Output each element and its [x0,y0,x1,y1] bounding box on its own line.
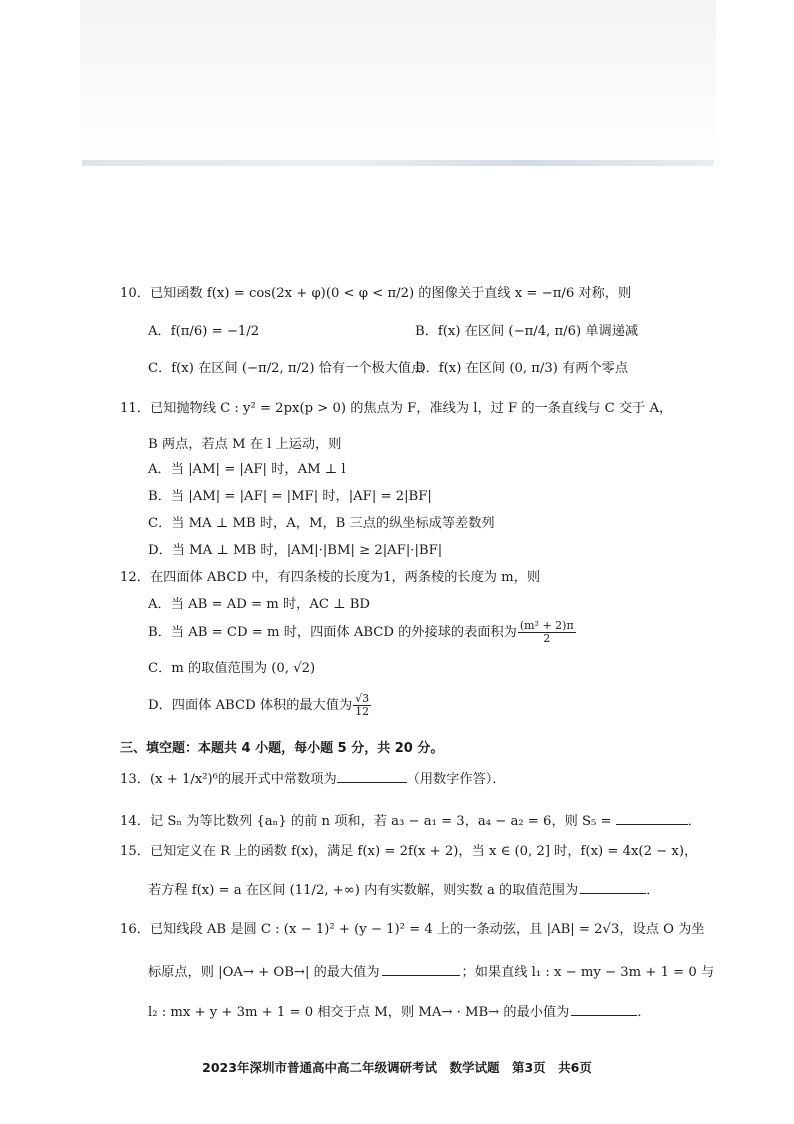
q16-answer-blank-1[interactable] [382,961,460,976]
q14 [120,810,701,831]
q12-option-d-text: D．四面体 ABCD 体积的最大值为 [148,698,353,713]
fraction-numerator: √3 [355,692,370,705]
page-footer: 2023年深圳市普通高中高二年级调研考试 数学试题 第3页 共6页 [202,1060,592,1075]
q11-stem-line1: 11．已知抛物线 C : y² = 2px(p > 0) 的焦点为 F，准线为 l，过 F 的一条直线与 C 交于 A， [120,401,673,416]
q16-line3-text: l₂ : mx + y + 3m + 1 = 0 相交于点 M，则 MA→ · MB→ 的最小值为 [148,1005,570,1020]
q16-line2 [148,961,714,982]
q11-option-a: A．当 |AM| = |AF| 时，AM ⊥ l [148,462,346,477]
q13-number: 13． [120,772,150,787]
q12-option-a: A．当 AB = AD = m 时，AC ⊥ BD [148,597,371,612]
q16-line2-text: 标原点，则 |OA→ + OB→| 的最大值为 [148,965,380,980]
q12-option-d [148,693,372,718]
q10-option-b: B．f(x) 在区间 (−π/4, π/6) 单调递减 [415,324,639,339]
q10-option-c: C．f(x) 在区间 (−π/2, π/2) 恰有一个极大值点 [148,361,425,376]
q11-stem-line2: B 两点，若点 M 在 l 上运动，则 [148,437,342,452]
q15-end: ． [646,883,660,898]
q12-stem: 12．在四面体 ABCD 中，有四条棱的长度为1，两条棱的长度为 m，则 [120,570,541,585]
q16-line3 [148,1001,651,1022]
q12-option-d-fraction [353,693,371,718]
q16-line1: 16．已知线段 AB 是圆 C : (x − 1)² + (y − 1)² = 4 上的一条动弦，且 |AB| = 2√3，设点 O 为坐 [120,922,705,937]
q16-end: ． [637,1005,651,1020]
fraction-denominator: 12 [355,705,370,718]
q14-text: 14．记 Sₙ 为等比数列 {aₙ} 的前 n 项和，若 a₃ − a₁ = 3，a₄ − a₂ = 6，则 S₅ = [120,814,612,829]
q12-option-b-text: B．当 AB = CD = m 时，四面体 ABCD 的外接球的表面积为 [148,625,517,640]
q10-stem: 10．已知函数 f(x) = cos(2x + φ)(0 < φ < π/2) 的图像关于直线 x = −π/6 对称，则 [120,286,632,301]
q11-option-c: C．当 MA ⊥ MB 时，A，M，B 三点的纵坐标成等差数列 [148,516,495,531]
q10-option-d: D．f(x) 在区间 (0, π/3) 有两个零点 [415,361,629,376]
q10-option-a: A．f(π/6) = −1/2 [148,324,260,339]
fraction-numerator: (m² + 2)π [519,619,574,632]
q12-option-b-fraction [518,620,576,645]
q14-answer-blank[interactable] [616,810,688,825]
q15-answer-blank[interactable] [580,879,646,894]
q13-text: 的展开式中常数项为 [217,772,337,787]
q15-line1: 15．已知定义在 R 上的函数 f(x)，满足 f(x) = 2f(x + 2)，当 x ∈ (0, 2] 时，f(x) = 4x(2 − x)， [120,844,698,859]
q11-option-b: B．当 |AM| = |AF| = |MF| 时，|AF| = 2|BF| [148,489,432,504]
fraction-denominator: 2 [543,632,551,645]
q13-expression: (x + 1/x²)⁶ [149,772,218,787]
q16-answer-blank-2[interactable] [571,1001,637,1016]
q11-option-d: D．当 MA ⊥ MB 时，|AM|·|BM| ≥ 2|AF|·|BF| [148,543,443,558]
scan-fold-line [82,160,714,166]
q13-note: （用数字作答）． [406,772,506,787]
q12-option-c: C．m 的取值范围为 (0, √2) [148,661,316,676]
q16-line2-rest: ；如果直线 l₁ : x − my − 3m + 1 = 0 与 [461,965,715,980]
scan-top-shadow [80,0,716,170]
q12-option-b [148,620,577,645]
q14-end: ． [687,814,701,829]
q15-line2 [148,879,659,900]
q13-answer-blank[interactable] [337,768,407,783]
section-3-title: 三、填空题：本题共 4 小题，每小题 5 分，共 20 分。 [120,741,444,756]
q15-line2-text: 若方程 f(x) = a 在区间 (11/2, +∞) 内有实数解，则实数 a 的取值范围为 [148,883,579,898]
q13 [120,768,506,789]
